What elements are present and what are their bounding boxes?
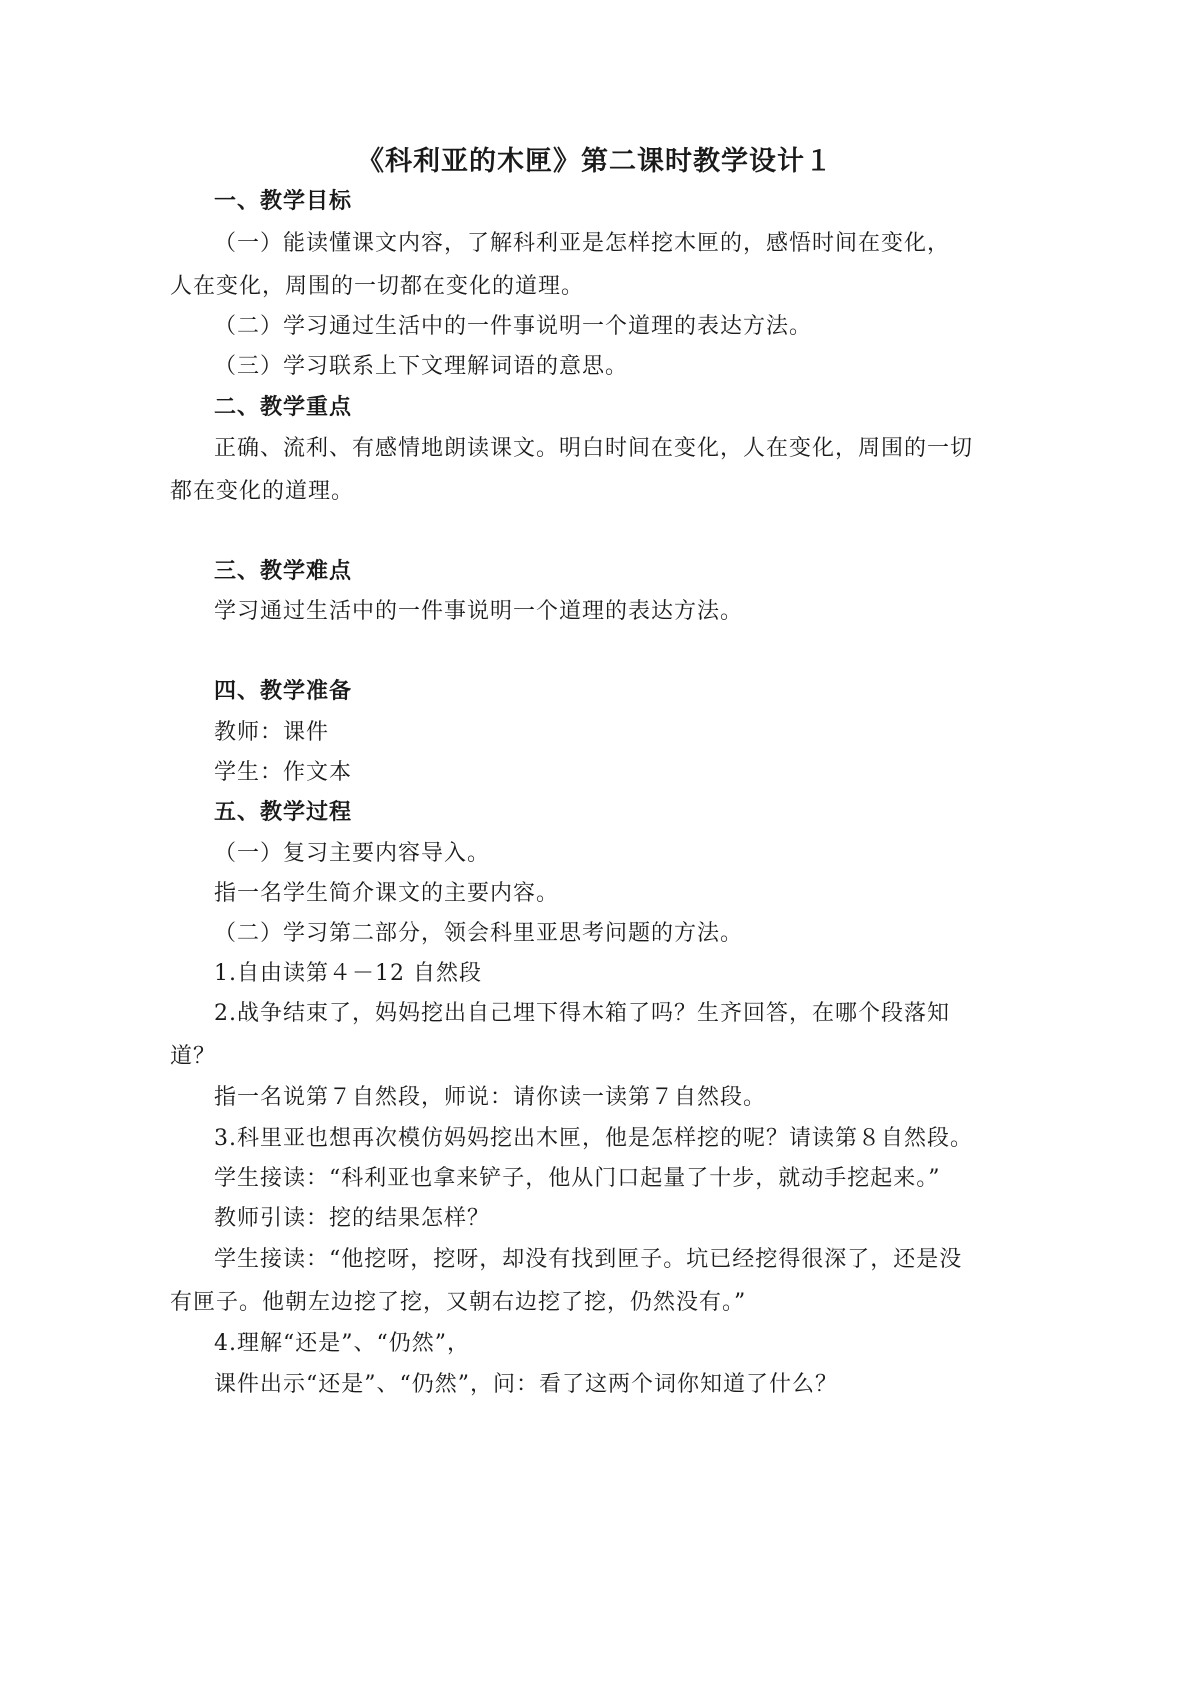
- paragraph: 正确、流利、有感情地朗读课文。明白时间在变化，人在变化，周围的一切: [214, 436, 974, 461]
- paragraph: （一）复习主要内容导入。: [214, 841, 491, 866]
- paragraph: 学生接读：“他挖呀，挖呀，却没有找到匣子。坑已经挖得很深了，还是没: [214, 1247, 963, 1272]
- paragraph: 1.自由读第４－12 自然段: [214, 961, 482, 986]
- paragraph: （二）学习第二部分，领会科里亚思考问题的方法。: [214, 921, 744, 946]
- paragraph: 学习通过生活中的一件事说明一个道理的表达方法。: [214, 599, 744, 624]
- section-heading-key-points: 二、教学重点: [214, 395, 353, 420]
- paragraph: （二）学习通过生活中的一件事说明一个道理的表达方法。: [214, 314, 813, 339]
- paragraph: 3.科里亚也想再次模仿妈妈挖出木匣，他是怎样挖的呢？请读第８自然段。: [214, 1126, 973, 1151]
- section-heading-process: 五、教学过程: [214, 800, 353, 825]
- paragraph: 教师：课件: [214, 720, 330, 745]
- section-heading-difficulties: 三、教学难点: [214, 559, 353, 584]
- paragraph: 4.理解“还是”、“仍然”，: [214, 1331, 470, 1356]
- paragraph: 道？: [170, 1044, 217, 1069]
- paragraph: （一）能读懂课文内容，了解科利亚是怎样挖木匣的，感悟时间在变化，: [214, 231, 951, 256]
- paragraph: 有匣子。他朝左边挖了挖，又朝右边挖了挖，仍然没有。”: [170, 1290, 747, 1315]
- paragraph: 指一名说第７自然段，师说：请你读一读第７自然段。: [214, 1085, 767, 1110]
- paragraph: 2.战争结束了，妈妈挖出自己埋下得木箱了吗？生齐回答，在哪个段落知: [214, 1001, 950, 1026]
- paragraph: 人在变化，周围的一切都在变化的道理。: [170, 274, 585, 299]
- paragraph: 学生接读：“科利亚也拿来铲子，他从门口起量了十步，就动手挖起来。”: [214, 1166, 941, 1191]
- paragraph: 学生：作文本: [214, 760, 353, 785]
- section-heading-objectives: 一、教学目标: [214, 189, 353, 214]
- section-heading-preparation: 四、教学准备: [214, 679, 353, 704]
- paragraph: 都在变化的道理。: [170, 479, 355, 504]
- paragraph: 课件出示“还是”、“仍然”，问：看了这两个词你知道了什么？: [214, 1372, 838, 1397]
- document-title: 《科利亚的木匣》第二课时教学设计１: [357, 146, 833, 177]
- paragraph: 教师引读：挖的结果怎样？: [214, 1206, 491, 1231]
- paragraph: 指一名学生简介课文的主要内容。: [214, 881, 560, 906]
- paragraph: （三）学习联系上下文理解词语的意思。: [214, 354, 629, 379]
